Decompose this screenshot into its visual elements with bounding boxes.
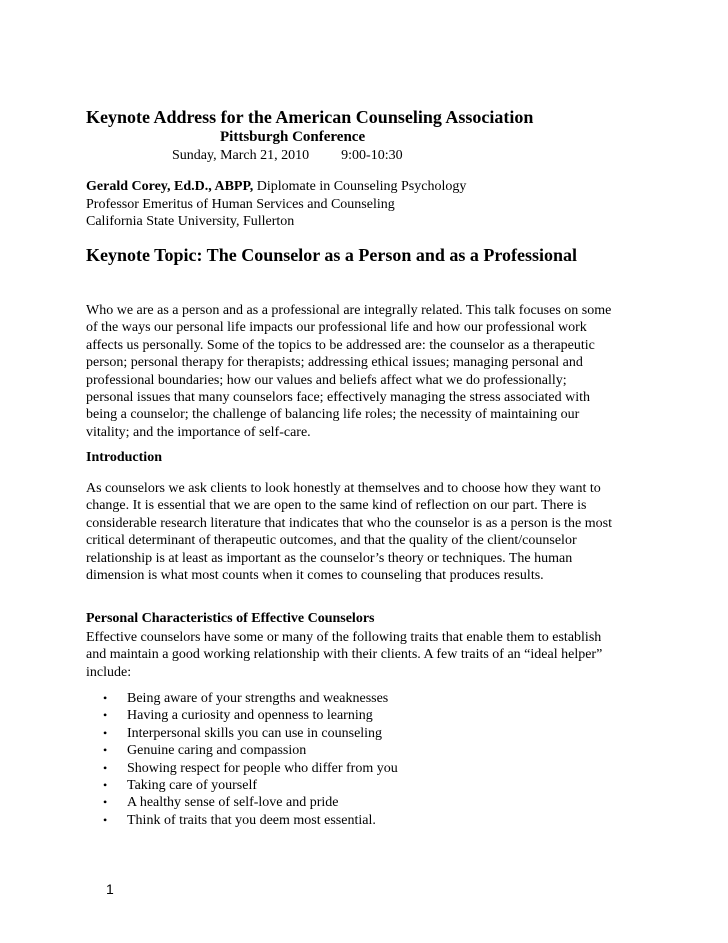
trait-text: Interpersonal skills you can use in counseling <box>127 725 383 741</box>
list-item <box>86 707 398 724</box>
event-datetime <box>172 147 403 165</box>
author-block <box>86 178 466 231</box>
bullet-icon: • <box>103 708 108 723</box>
keynote-topic-heading: Keynote Topic: The Counselor as a Person and as a Professional <box>86 245 578 265</box>
topic-paragraph: Who we are as a person and as a professional are integrally related. This talk focuses on some of the ways our personal life impacts our professional life and how our professional work affects us personally. Some of the topics to be addressed are: the counselor as a therapeutic person; personal therapy for therapists; addressing ethical issues; managing personal and professional boundaries; how our values and beliefs affect what we do professionally; personal issues that many counselors face; effectively managing the stress associated with being a counselor; the challenge of balancing life roles; the necessity of maintaining our vitality; and the importance of self-care. <box>86 303 612 440</box>
trait-text: Having a curiosity and openness to learning <box>127 708 373 724</box>
bullet-icon: • <box>103 691 108 705</box>
author-credential: Diplomate in Counseling Psychology <box>253 179 467 194</box>
author-name: Gerald Corey, Ed.D., ABPP, <box>86 179 254 194</box>
event-time: 9:00-10:30 <box>341 148 403 163</box>
list-item <box>86 690 398 707</box>
list-item <box>86 812 398 829</box>
author-line <box>86 178 466 196</box>
list-item <box>86 777 398 794</box>
bullet-icon: • <box>103 812 108 827</box>
event-date: Sunday, March 21, 2010 <box>172 148 310 163</box>
trait-text: Think of traits that you deem most essential. <box>127 812 376 828</box>
list-item <box>86 725 398 742</box>
trait-text: Genuine caring and compassion <box>127 743 307 759</box>
conference-name: Pittsburgh Conference <box>220 129 366 145</box>
trait-text: Showing respect for people who differ from you <box>127 760 398 776</box>
trait-text: A healthy sense of self-love and pride <box>127 795 339 811</box>
author-institution: California State University, Fullerton <box>86 214 295 229</box>
list-item <box>86 794 398 811</box>
bullet-icon: • <box>103 743 108 758</box>
trait-list <box>86 690 398 829</box>
trait-text: Taking care of yourself <box>127 778 258 794</box>
author-position: Professor Emeritus of Human Services and Counseling <box>86 196 395 212</box>
document-title: Keynote Address for the American Counseling Association <box>86 107 534 127</box>
bullet-icon: • <box>103 795 108 810</box>
characteristics-heading: Personal Characteristics of Effective Counselors <box>86 611 375 626</box>
introduction-heading: Introduction <box>86 450 162 465</box>
bullet-icon: • <box>103 760 108 775</box>
characteristics-paragraph: Effective counselors have some or many of the following traits that enable them to establish and maintain a good working relationship with their clients. A few traits of an “ideal helper” include: <box>86 630 603 680</box>
bullet-icon: • <box>103 778 108 793</box>
introduction-paragraph: As counselors we ask clients to look honestly at themselves and to choose how they want to change. It is essential that we are open to the same kind of reflection on our part. There is considerable research literature that indicates that who the counselor is as a person is the most critical determinant of therapeutic outcomes, and that the quality of the client/counselor relationship is at least as important as the counselor’s theory or techniques. The human dimension is what most counts when it comes to counseling that produces results. <box>86 481 612 584</box>
list-item <box>86 760 398 777</box>
list-item <box>86 742 398 759</box>
trait-text: Being aware of your strengths and weaknesses <box>127 691 389 706</box>
bullet-icon: • <box>103 725 108 740</box>
page-number: 1 <box>106 881 114 897</box>
